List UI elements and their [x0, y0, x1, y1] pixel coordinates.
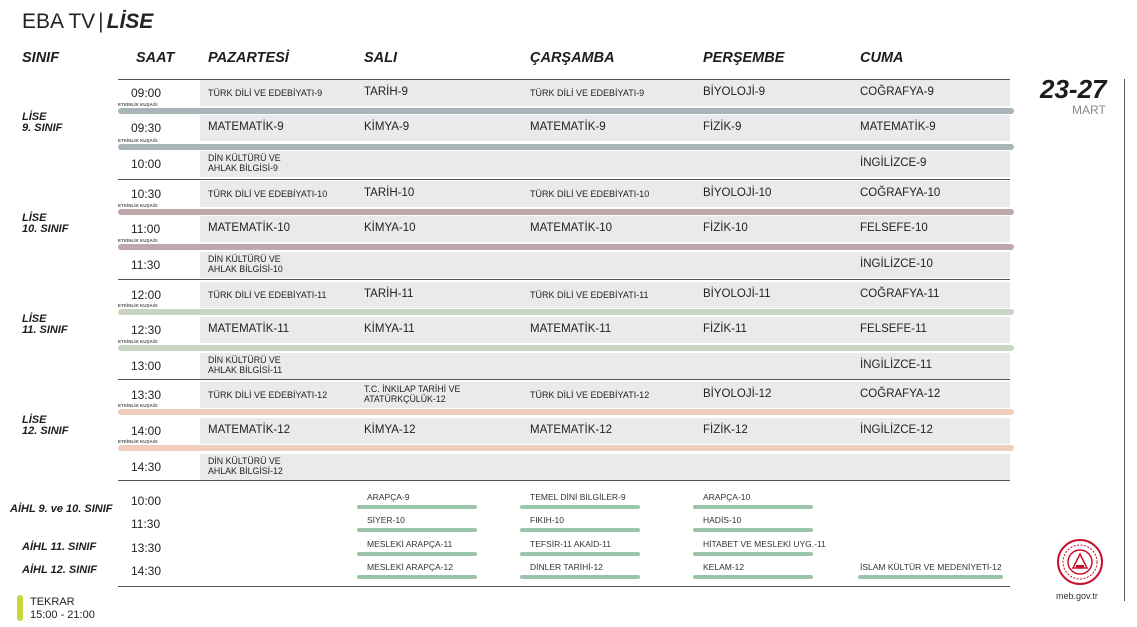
meb-site: meb.gov.tr — [1056, 591, 1098, 601]
lesson-cell: İNGİLİZCE-9 — [860, 157, 927, 169]
date-month: MART — [1072, 103, 1106, 117]
time-slot: 09:00 — [131, 86, 162, 100]
lesson-cell-line: AHLAK BİLGİSİ-12 — [208, 466, 283, 476]
lesson-cell: TÜRK DİLİ VE EDEBİYATI-11 — [530, 290, 649, 300]
group-label-line: 12. SINIF — [22, 425, 69, 437]
lesson-cell: TÜRK DİLİ VE EDEBİYATI-12 — [208, 390, 328, 400]
aihl-lesson-cell: MESLEKİ ARAPÇA-12 — [367, 562, 453, 572]
aihl-group-label: AİHL 9. ve 10. SINIF — [10, 503, 113, 515]
aihl-lesson-underline — [520, 505, 640, 509]
date-range: 23-27 — [1040, 74, 1107, 104]
time-slot: 14:30 — [131, 564, 162, 578]
lesson-cell: COĞRAFYA-11 — [860, 288, 940, 300]
aihl-lesson-cell: İSLAM KÜLTÜR VE MEDENİYETİ-12 — [860, 562, 1002, 572]
aihl-lesson-underline — [858, 575, 1003, 579]
time-slot: 11:30 — [131, 517, 161, 531]
lesson-cell: MATEMATİK-9 — [208, 121, 284, 133]
meb-logo — [1056, 538, 1104, 591]
lesson-cell: COĞRAFYA-10 — [860, 187, 941, 199]
aihl-group-label: AİHL 12. SINIF — [22, 564, 97, 576]
level-title: LİSE — [106, 10, 154, 33]
lesson-cell: FİZİK-10 — [703, 222, 748, 234]
time-slot: 10:30 — [131, 187, 162, 201]
time-slot: 12:00 — [131, 288, 162, 302]
lesson-cell: İNGİLİZCE-10 — [860, 258, 933, 270]
lesson-cell-line: AHLAK BİLGİSİ-10 — [208, 264, 283, 274]
lesson-cell: TÜRK DİLİ VE EDEBİYATI-11 — [208, 290, 327, 300]
lesson-cell-line: DİN KÜLTÜRÜ VE — [208, 355, 281, 365]
tekrar-marker — [17, 595, 23, 621]
lesson-cell: MATEMATİK-10 — [530, 222, 612, 234]
title-separator: | — [98, 10, 104, 33]
lesson-cell: KİMYA-11 — [364, 323, 415, 335]
lesson-cell: MATEMATİK-10 — [208, 222, 290, 234]
lesson-cell: BİYOLOJİ-10 — [703, 187, 772, 199]
time-slot: 12:30 — [131, 323, 162, 337]
lesson-cell: TÜRK DİLİ VE EDEBİYATI-10 — [530, 189, 650, 199]
lesson-cell: MATEMATİK-9 — [530, 121, 606, 133]
aihl-lesson-cell: ARAPÇA-9 — [367, 492, 410, 502]
lesson-cell: FELSEFE-10 — [860, 222, 928, 234]
lesson-cell-line: AHLAK BİLGİSİ-9 — [208, 163, 278, 173]
header-saat: SAAT — [136, 50, 175, 66]
lesson-cell: FELSEFE-11 — [860, 323, 927, 335]
lesson-cell: MATEMATİK-12 — [208, 424, 290, 436]
time-slot: 14:00 — [131, 424, 162, 438]
aihl-lesson-underline — [693, 575, 813, 579]
aihl-lesson-underline — [520, 528, 640, 532]
bottom-divider — [118, 586, 1010, 587]
group-label-line: LİSE — [22, 313, 47, 325]
aihl-lesson-cell: SİYER-10 — [367, 515, 405, 525]
lesson-cell: FİZİK-11 — [703, 323, 747, 335]
activity-band-label: ETKİNLİK KUŞAĞI — [118, 203, 158, 208]
group-label-line: LİSE — [22, 414, 47, 426]
lesson-cell-line: DİN KÜLTÜRÜ VE — [208, 254, 281, 264]
lesson-cell: İNGİLİZCE-11 — [860, 359, 932, 371]
activity-band — [118, 144, 1014, 150]
time-slot: 13:30 — [131, 388, 162, 402]
lesson-cell: MATEMATİK-12 — [530, 424, 612, 436]
lesson-cell: MATEMATİK-11 — [530, 323, 612, 335]
brand-title: EBA TV — [22, 10, 96, 33]
header-sali: SALI — [364, 50, 398, 66]
aihl-lesson-cell: HİTABET VE MESLEKİ UYG.-11 — [703, 539, 826, 549]
aihl-lesson-underline — [520, 552, 640, 556]
time-slot: 11:30 — [131, 258, 161, 272]
activity-band-label: ETKİNLİK KUŞAĞI — [118, 439, 158, 444]
group-divider — [118, 379, 1010, 380]
aihl-lesson-cell: ARAPÇA-10 — [703, 492, 751, 502]
tekrar-label: TEKRAR — [30, 596, 75, 608]
activity-band-label: ETKİNLİK KUŞAĞI — [118, 303, 158, 308]
lesson-cell — [208, 456, 283, 476]
lesson-cell: TARİH-10 — [364, 187, 415, 199]
aihl-lesson-cell: DİNLER TARİHİ-12 — [530, 562, 603, 572]
right-divider — [1124, 79, 1125, 601]
activity-band-label: ETKİNLİK KUŞAĞI — [118, 138, 158, 143]
header-cuma: CUMA — [860, 50, 904, 66]
group-label-line: LİSE — [22, 212, 47, 224]
group-label-line: 9. SINIF — [22, 122, 63, 134]
lesson-cell-line: T.C. İNKILAP TARİHİ VE — [364, 384, 461, 394]
aihl-lesson-cell: TEMEL DİNİ BİLGİLER-9 — [530, 492, 626, 502]
group-label-line: 10. SINIF — [22, 223, 69, 235]
group-divider — [118, 179, 1010, 180]
lesson-cell: TÜRK DİLİ VE EDEBİYATI-9 — [208, 88, 323, 98]
lesson-cell — [208, 153, 281, 173]
lesson-cell: FİZİK-12 — [703, 424, 748, 436]
activity-band — [118, 108, 1014, 114]
lesson-cell: KİMYA-10 — [364, 222, 416, 234]
group-label-line: 11. SINIF — [22, 324, 68, 336]
aihl-lesson-underline — [357, 575, 477, 579]
group-label-line: LİSE — [22, 111, 47, 123]
group-label — [22, 415, 68, 437]
time-slot: 10:00 — [131, 494, 162, 508]
lesson-cell: İNGİLİZCE-12 — [860, 424, 933, 436]
lesson-cell-line: DİN KÜLTÜRÜ VE — [208, 153, 281, 163]
lesson-cell: BİYOLOJİ-11 — [703, 288, 771, 300]
activity-band-label: ETKİNLİK KUŞAĞI — [118, 403, 158, 408]
aihl-lesson-cell: HADİS-10 — [703, 515, 742, 525]
aihl-group-label: AİHL 11. SINIF — [22, 541, 97, 553]
time-slot: 10:00 — [131, 157, 162, 171]
lesson-cell: COĞRAFYA-12 — [860, 388, 941, 400]
aihl-lesson-cell: MESLEKİ ARAPÇA-11 — [367, 539, 453, 549]
page-title — [22, 10, 153, 34]
lesson-cell — [208, 355, 282, 375]
time-slot: 13:00 — [131, 359, 162, 373]
aihl-lesson-underline — [357, 505, 477, 509]
time-slot: 11:00 — [131, 222, 161, 236]
header-sinif: SINIF — [22, 50, 60, 66]
group-divider — [118, 279, 1010, 280]
lesson-cell: FİZİK-9 — [703, 121, 742, 133]
aihl-lesson-underline — [357, 528, 477, 532]
activity-band — [118, 309, 1014, 315]
aihl-lesson-underline — [693, 552, 813, 556]
lesson-cell: MATEMATİK-11 — [208, 323, 290, 335]
activity-band — [118, 345, 1014, 351]
lesson-cell: TARİH-11 — [364, 288, 414, 300]
aihl-lesson-underline — [520, 575, 640, 579]
time-slot: 14:30 — [131, 460, 162, 474]
aihl-lesson-cell: TEFSİR-11 AKAİD-11 — [530, 539, 611, 549]
group-label — [22, 112, 62, 134]
aihl-lesson-cell: FIKIH-10 — [530, 515, 565, 525]
lesson-cell: TARİH-9 — [364, 86, 408, 98]
header-carsamba: ÇARŞAMBA — [530, 50, 615, 66]
time-slot: 13:30 — [131, 541, 162, 555]
activity-band-label: ETKİNLİK KUŞAĞI — [118, 238, 158, 243]
aihl-lesson-cell: KELAM-12 — [703, 562, 745, 572]
lesson-cell-line: ATATÜRKÇÜLÜK-12 — [364, 394, 446, 404]
aihl-lesson-underline — [693, 505, 813, 509]
lesson-cell: BİYOLOJİ-12 — [703, 388, 772, 400]
aihl-lesson-underline — [357, 552, 477, 556]
tekrar-time: 15:00 - 21:00 — [30, 609, 95, 621]
lesson-cell: KİMYA-9 — [364, 121, 410, 133]
activity-band-label: ETKİNLİK KUŞAĞI — [118, 339, 158, 344]
header-persembe: PERŞEMBE — [703, 50, 785, 66]
group-divider — [118, 480, 1010, 481]
lesson-cell: COĞRAFYA-9 — [860, 86, 934, 98]
lesson-cell-line: DİN KÜLTÜRÜ VE — [208, 456, 281, 466]
lesson-cell: BİYOLOJİ-9 — [703, 86, 765, 98]
group-label — [22, 213, 68, 235]
meb-seal-icon — [1056, 538, 1104, 586]
lesson-cell — [208, 254, 283, 274]
lesson-cell: TÜRK DİLİ VE EDEBİYATI-12 — [530, 390, 650, 400]
aihl-lesson-underline — [693, 528, 813, 532]
activity-band — [118, 209, 1014, 215]
activity-band — [118, 244, 1014, 250]
time-slot: 09:30 — [131, 121, 162, 135]
lesson-cell — [364, 384, 460, 404]
lesson-cell: TÜRK DİLİ VE EDEBİYATI-10 — [208, 189, 328, 199]
header-pazartesi: PAZARTESİ — [208, 50, 289, 66]
lesson-cell: MATEMATİK-9 — [860, 121, 936, 133]
schedule-row-bg — [200, 454, 1010, 480]
lesson-cell: KİMYA-12 — [364, 424, 416, 436]
group-label — [22, 314, 68, 336]
lesson-cell: TÜRK DİLİ VE EDEBİYATI-9 — [530, 88, 645, 98]
activity-band — [118, 409, 1014, 415]
activity-band-label: ETKİNLİK KUŞAĞI — [118, 102, 158, 107]
lesson-cell-line: AHLAK BİLGİSİ-11 — [208, 365, 283, 375]
activity-band — [118, 445, 1014, 451]
